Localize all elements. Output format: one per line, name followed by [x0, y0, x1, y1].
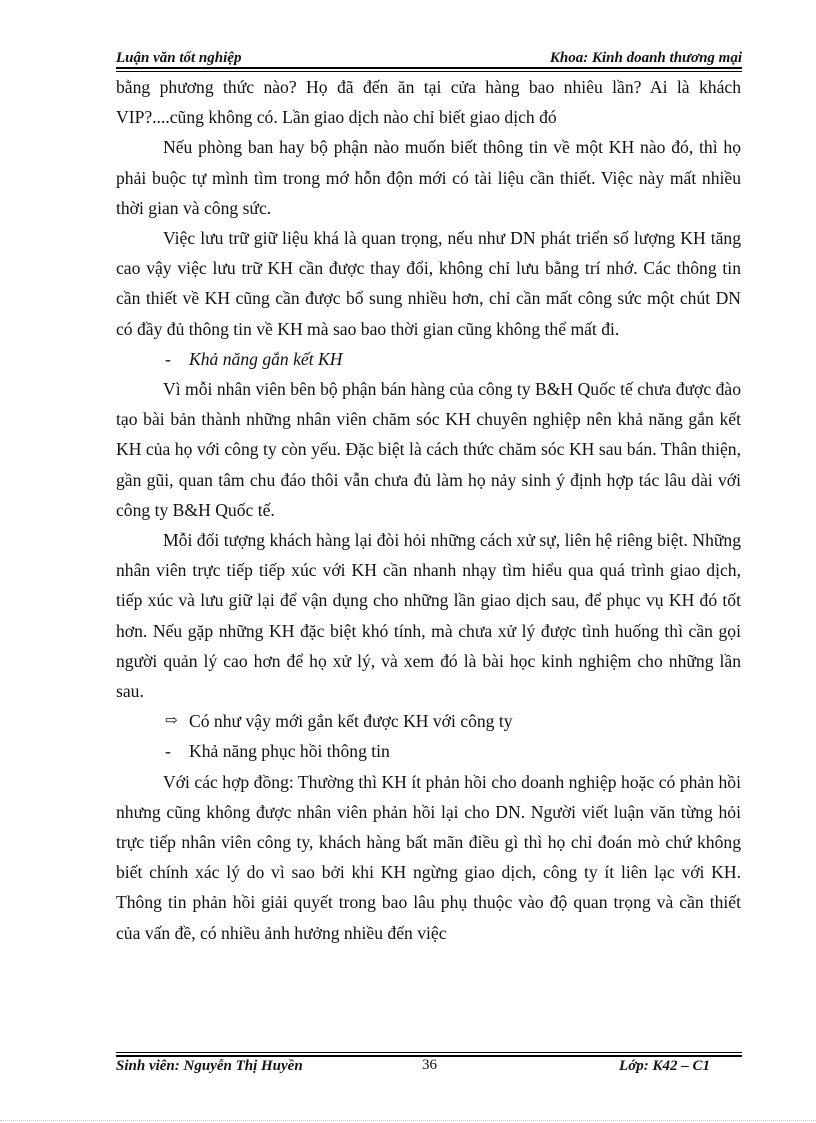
header-thesis-label: Luận văn tốt nghiệp — [116, 50, 242, 66]
paragraph: Việc lưu trữ giữ liệu khá là quan trọng, nếu như DN phát triển số lượng KH tăng cao vậy việc lưu trữ KH cần được thay đổi, không chỉ lưu bằng trí nhớ. Các thông tin cần thiết về KH cũng cần được bổ sung nhiều hơn, chỉ cần mất công sức một chút DN có đầy đủ thông tin về KH mà sao bao thời gian cũng không thể mất đi. — [116, 228, 741, 339]
bullet-text: Khả năng gắn kết KH — [189, 348, 343, 369]
arrow-item-text: Có như vậy mới gắn kết được KH với công ty — [189, 711, 513, 732]
arrow-right-icon: ⇨ — [165, 713, 178, 730]
page-bottom-divider — [0, 1120, 816, 1121]
header-rule-thick — [116, 67, 742, 69]
arrow-item-conclusion — [116, 706, 741, 736]
bullet-text: Khả năng phục hồi thông tin — [189, 741, 390, 762]
paragraph-continuation: bằng phương thức nào? Họ đã đến ăn tại cửa hàng bao nhiêu lần? Ai là khách VIP?....cũng không có. Lần giao dịch nào chỉ biết giao dịch đó — [116, 77, 741, 128]
bullet-item-info-recovery — [116, 736, 741, 766]
paragraph: Mỗi đối tượng khách hàng lại đòi hỏi những cách xử sự, liên hệ riêng biệt. Những nhân viên trực tiếp tiếp xúc với KH cần nhanh nhạy tìm hiểu qua quá trình giao dịch, tiếp xúc và lưu giữ lại để vận dụng cho những lần giao dịch sau, để phục vụ KH đó tốt hơn. Nếu gặp những KH đặc biệt khó tính, mà chưa xử lý được tình huống thì cần gọi người quản lý cao hơn để họ xử lý, và xem đó là bài học kinh nghiệm cho những lần sau. — [116, 530, 741, 702]
paragraph: Vì mỗi nhân viên bên bộ phận bán hàng của công ty B&H Quốc tế chưa được đào tạo bài bản thành những nhân viên chăm sóc KH chuyên nghiệp nên khả năng gắn kết KH của họ với công ty còn yếu. Đặc biệt là cách thức chăm sóc KH sau bán. Thân thiện, gần gũi, quan tâm chu đáo thôi vẫn chưa đủ làm họ nảy sinh ý định hợp tác lâu dài với công ty B&H Quốc tế. — [116, 379, 741, 520]
paragraph: Với các hợp đồng: Thường thì KH ít phản hồi cho doanh nghiệp hoặc có phản hồi nhưng cũng không được nhân viên phản hồi lại cho DN. Người viết luận văn từng hỏi trực tiếp nhân viên công ty, khách hàng bất mãn điều gì thì họ chỉ đoán mò chứ không biết chính xác lý do vì sao bởi khi KH ngừng giao dịch, công ty ít liên lạc với KH. Thông tin phản hồi giải quyết trong bao lâu phụ thuộc vào độ quan trọng và cần thiết của vấn đề, có nhiều ảnh hưởng nhiều đến việc — [116, 771, 741, 943]
page-number: 36 — [422, 1057, 437, 1073]
document-body — [116, 72, 741, 948]
header-faculty-label: Khoa: Kinh doanh thương mại — [549, 50, 742, 66]
footer-rule-thin — [116, 1052, 742, 1053]
footer-class-label: Lớp: K42 – C1 — [619, 1058, 710, 1074]
bullet-item-customer-bonding — [116, 344, 741, 374]
footer-student-name: Sinh viên: Nguyễn Thị Huyền — [116, 1058, 303, 1074]
dash-bullet: - — [165, 741, 171, 762]
page-header — [116, 50, 742, 67]
paragraph: Nếu phòng ban hay bộ phận nào muốn biết thông tin về một KH nào đó, thì họ phải buộc tự mình tìm trong mớ hỗn độn mới có tài liệu cần thiết. Việc này mất nhiều thời gian và công sức. — [116, 137, 741, 218]
dash-bullet: - — [165, 348, 171, 369]
